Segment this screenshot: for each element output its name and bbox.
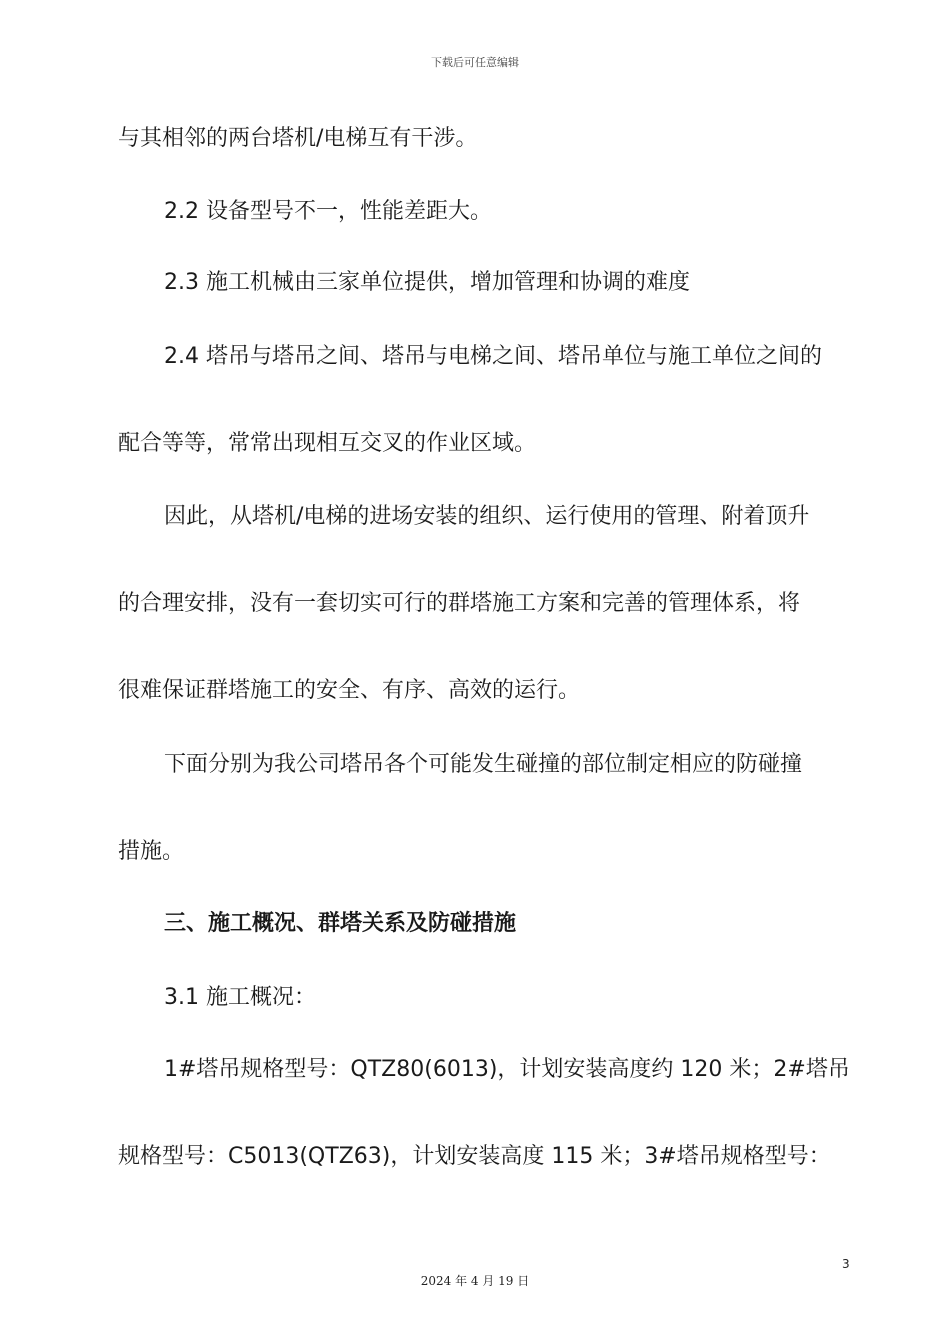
page-header: 下载后可任意编辑 (431, 56, 519, 69)
paragraph-line: 因此，从塔机/电梯的进场安装的组织、运行使用的管理、附着顶升 (164, 504, 810, 529)
paragraph-line: 规格型号：C5013(QTZ63)，计划安装高度 115 米；3#塔吊规格型号： (118, 1144, 831, 1169)
page-number: 3 (842, 1257, 850, 1271)
paragraph-line: 与其相邻的两台塔机/电梯互有干涉。 (118, 126, 478, 151)
paragraph-line: 2.2 设备型号不一，性能差距大。 (164, 199, 492, 224)
paragraph-line: 3.1 施工概况： (164, 985, 316, 1010)
paragraph-line: 下面分别为我公司塔吊各个可能发生碰撞的部位制定相应的防碰撞 (164, 752, 803, 777)
paragraph-line: 的合理安排，没有一套切实可行的群塔施工方案和完善的管理体系，将 (118, 591, 801, 616)
paragraph-line: 很难保证群塔施工的安全、有序、高效的运行。 (118, 678, 581, 703)
paragraph-line: 配合等等，常常出现相互交叉的作业区域。 (118, 431, 537, 456)
section-heading: 三、施工概况、群塔关系及防碰措施 (164, 911, 517, 936)
paragraph-line: 措施。 (118, 839, 185, 864)
page-footer-date: 2024 年 4 月 19 日 (420, 1274, 530, 1288)
paragraph-line: 1#塔吊规格型号：QTZ80(6013)，计划安装高度约 120 米；2#塔吊 (164, 1057, 850, 1082)
paragraph-line: 2.3 施工机械由三家单位提供，增加管理和协调的难度 (164, 270, 690, 295)
paragraph-line: 2.4 塔吊与塔吊之间、塔吊与电梯之间、塔吊单位与施工单位之间的 (164, 344, 822, 369)
